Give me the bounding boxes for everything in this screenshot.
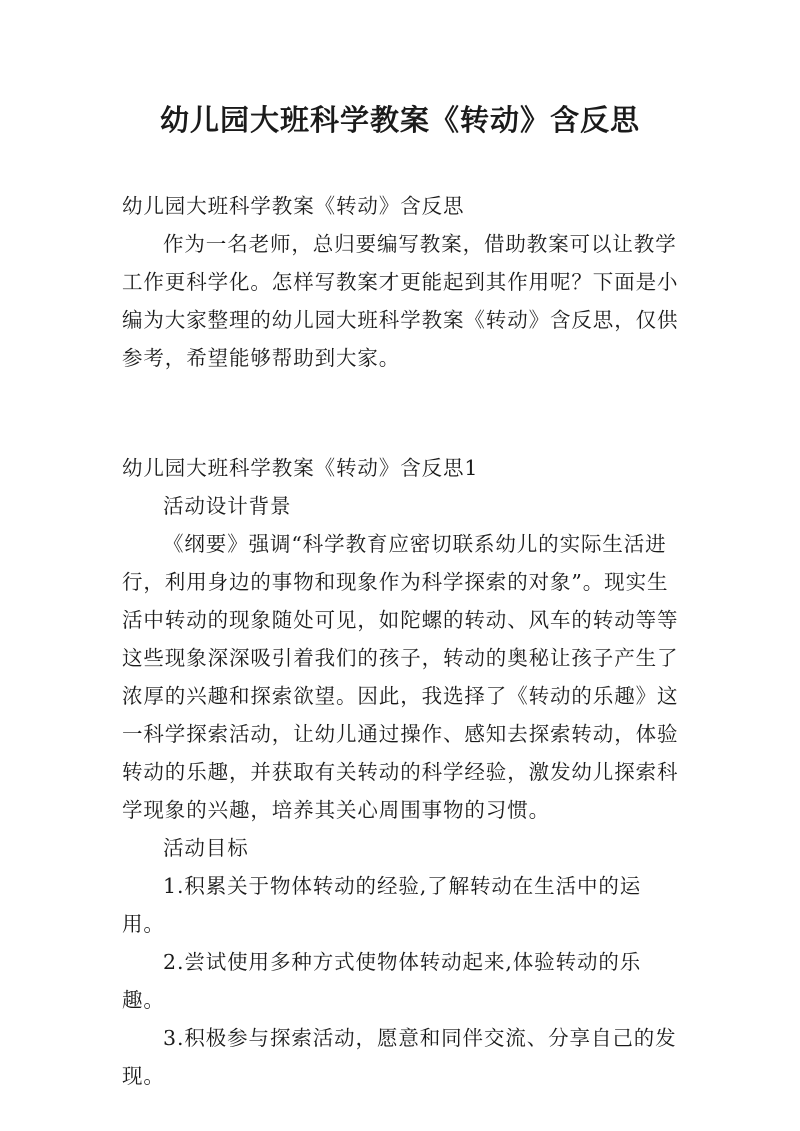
- goal-item: 1.积累关于物体转动的经验,了解转动在生活中的运用。: [122, 874, 642, 936]
- intro-paragraph: 作为一名老师，总归要编写教案，借助教案可以让教学工作更科学化。怎样写教案才更能起到其作用呢？下面是小编为大家整理的幼儿园大班科学教案《转动》含反思，仅供参考，希望能够帮助到大家。: [122, 232, 679, 370]
- intro-section: [122, 187, 682, 377]
- background-heading: 活动设计背景: [163, 494, 292, 518]
- goals-heading: 活动目标: [163, 836, 249, 860]
- background-paragraph: 《纲要》强调“科学教育应密切联系幼儿的实际生活进行，利用身边的事物和现象作为科学探索的对象”。现实生活中转动的现象随处可见，如陀螺的转动、风车的转动等等这些现象深深吸引着我们的孩子，转动的奥秘让孩子产生了浓厚的兴趣和探索欲望。因此，我选择了《转动的乐趣》这一科学探索活动，让幼儿通过操作、感知去探索转动，体验转动的乐趣，并获取有关转动的科学经验，激发幼儿探索科学现象的兴趣，培养其关心周围事物的习惯。: [122, 532, 679, 822]
- intro-heading: 幼儿园大班科学教案《转动》含反思: [122, 194, 465, 218]
- section-1: [122, 449, 682, 1095]
- goal-item: 3.积极参与探索活动，愿意和同伴交流、分享自己的发现。: [122, 1026, 677, 1088]
- goal-item: 2.尝试使用多种方式使物体转动起来,体验转动的乐趣。: [122, 950, 642, 1012]
- section1-heading: 幼儿园大班科学教案《转动》含反思1: [122, 456, 479, 480]
- document-title: 幼儿园大班科学教案《转动》含反思: [159, 103, 640, 137]
